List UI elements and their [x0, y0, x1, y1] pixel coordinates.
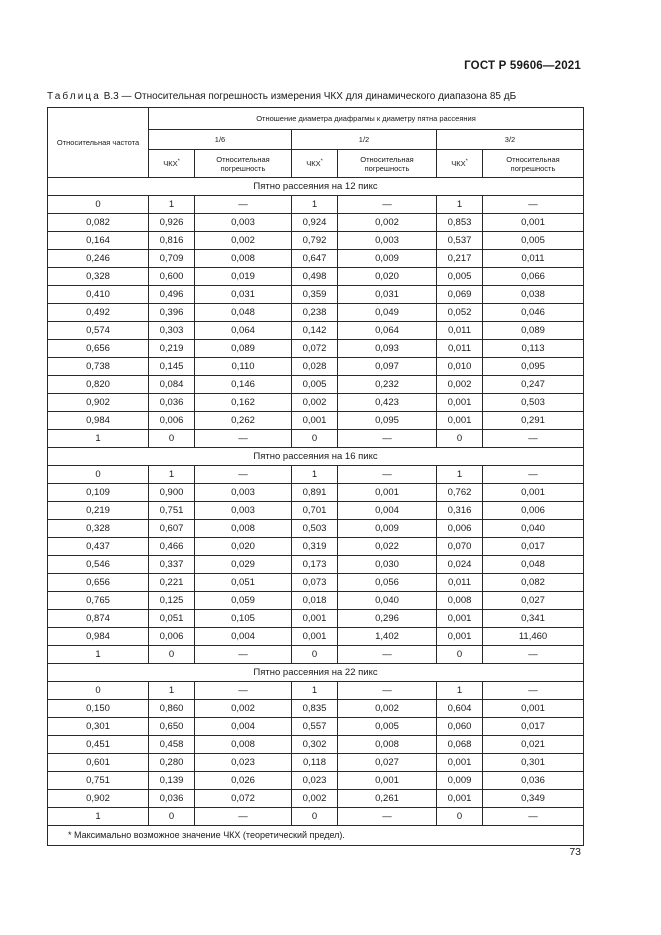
- table-cell: 0,262: [195, 412, 292, 430]
- table-cell: 0,003: [338, 232, 437, 250]
- table-cell: 0,820: [48, 376, 149, 394]
- table-cell: 1: [437, 196, 483, 214]
- table-cell: 1: [149, 196, 195, 214]
- table-cell: 0,073: [292, 574, 338, 592]
- table-row: [48, 304, 584, 322]
- table-cell: 0,089: [195, 340, 292, 358]
- table-cell: 0,004: [195, 718, 292, 736]
- table-cell: 0,902: [48, 790, 149, 808]
- page-number: 73: [569, 846, 581, 858]
- table-cell: 0,004: [195, 628, 292, 646]
- table-cell: 0,001: [437, 790, 483, 808]
- ratio-1-2: 1/2: [292, 130, 437, 150]
- table-cell: 0: [437, 808, 483, 826]
- standard-number: ГОСТ Р 59606—2021: [464, 60, 581, 72]
- table-cell: —: [483, 808, 584, 826]
- table-caption: [47, 91, 516, 102]
- section-row: [48, 448, 584, 466]
- table-row: [48, 754, 584, 772]
- table-cell: 0,396: [149, 304, 195, 322]
- table-cell: 0,020: [338, 268, 437, 286]
- table-cell: 0,003: [195, 214, 292, 232]
- table-cell: 0: [48, 682, 149, 700]
- table-cell: 1: [292, 466, 338, 484]
- table-cell: 1: [48, 808, 149, 826]
- table-cell: 0,001: [437, 412, 483, 430]
- table-row: [48, 340, 584, 358]
- table-cell: 0,069: [437, 286, 483, 304]
- table-cell: 0,701: [292, 502, 338, 520]
- table-cell: 0,059: [195, 592, 292, 610]
- table-cell: —: [338, 196, 437, 214]
- table-cell: 0,008: [195, 736, 292, 754]
- table-cell: 0,498: [292, 268, 338, 286]
- table-row: [48, 736, 584, 754]
- table-cell: 0,001: [437, 754, 483, 772]
- table-cell: 0,068: [437, 736, 483, 754]
- table-cell: 0,020: [195, 538, 292, 556]
- table-cell: 0,097: [338, 358, 437, 376]
- table-row: [48, 466, 584, 484]
- table-cell: 0,113: [483, 340, 584, 358]
- table-cell: 0,005: [437, 268, 483, 286]
- table-cell: 0,017: [483, 718, 584, 736]
- table-cell: —: [195, 196, 292, 214]
- table-cell: 0,049: [338, 304, 437, 322]
- table-cell: 0,028: [292, 358, 338, 376]
- table-cell: —: [483, 430, 584, 448]
- table-cell: 0,496: [149, 286, 195, 304]
- table-cell: 0,762: [437, 484, 483, 502]
- table-cell: 1: [149, 466, 195, 484]
- table-cell: 0,423: [338, 394, 437, 412]
- table-cell: 0,328: [48, 520, 149, 538]
- table-cell: 0,036: [149, 394, 195, 412]
- table-cell: 0,984: [48, 628, 149, 646]
- table-cell: 0,008: [437, 592, 483, 610]
- table-cell: 0: [437, 646, 483, 664]
- table-cell: 0,319: [292, 538, 338, 556]
- table-cell: 0,109: [48, 484, 149, 502]
- table-cell: 0,008: [338, 736, 437, 754]
- table-cell: 0,001: [437, 628, 483, 646]
- table-cell: 0,051: [149, 610, 195, 628]
- table-row: [48, 628, 584, 646]
- ratio-1-6: 1/6: [149, 130, 292, 150]
- table-cell: 0: [149, 808, 195, 826]
- table-cell: 0,010: [437, 358, 483, 376]
- table-cell: 1: [292, 682, 338, 700]
- section-row: [48, 664, 584, 682]
- table-cell: 0,546: [48, 556, 149, 574]
- table-cell: 0,001: [483, 214, 584, 232]
- table-cell: —: [338, 466, 437, 484]
- table-cell: 0,031: [195, 286, 292, 304]
- table-cell: 0,005: [338, 718, 437, 736]
- table-cell: 0,005: [292, 376, 338, 394]
- table-cell: 0,150: [48, 700, 149, 718]
- table-cell: 0,146: [195, 376, 292, 394]
- table-cell: 0,301: [483, 754, 584, 772]
- table-cell: 0,009: [338, 250, 437, 268]
- table-row: [48, 646, 584, 664]
- table-cell: 0,095: [483, 358, 584, 376]
- table-cell: 0,341: [483, 610, 584, 628]
- table-cell: 0,751: [149, 502, 195, 520]
- table-cell: 0,001: [292, 412, 338, 430]
- table-cell: 0,503: [483, 394, 584, 412]
- table-cell: 0,003: [195, 502, 292, 520]
- table-cell: 0,036: [149, 790, 195, 808]
- table-cell: 0,038: [483, 286, 584, 304]
- col-header-error: Относительная погрешность: [483, 150, 584, 178]
- table-cell: 0,173: [292, 556, 338, 574]
- table-cell: 0,001: [437, 394, 483, 412]
- table-cell: 0,004: [338, 502, 437, 520]
- table-cell: 0,221: [149, 574, 195, 592]
- table-cell: —: [483, 646, 584, 664]
- table-cell: 0,738: [48, 358, 149, 376]
- table-cell: 0,984: [48, 412, 149, 430]
- table-cell: 0,002: [292, 790, 338, 808]
- table-cell: 0,650: [149, 718, 195, 736]
- table-cell: 0,011: [437, 574, 483, 592]
- table-cell: 0,002: [338, 214, 437, 232]
- table-cell: 0,303: [149, 322, 195, 340]
- table-cell: 1: [437, 466, 483, 484]
- table-cell: 0: [292, 646, 338, 664]
- table-cell: 0,139: [149, 772, 195, 790]
- table-cell: 0,051: [195, 574, 292, 592]
- table-cell: 0,006: [437, 520, 483, 538]
- data-table: [47, 107, 584, 846]
- table-row: [48, 484, 584, 502]
- table-cell: 0,030: [338, 556, 437, 574]
- table-row: [48, 610, 584, 628]
- table-cell: 0,900: [149, 484, 195, 502]
- table-cell: 0,337: [149, 556, 195, 574]
- table-cell: 0,002: [195, 232, 292, 250]
- table-cell: 0,709: [149, 250, 195, 268]
- col-header-rel-freq: Относительная частота: [48, 108, 149, 178]
- table-cell: 0,024: [437, 556, 483, 574]
- table-cell: 0,105: [195, 610, 292, 628]
- table-cell: 0,005: [483, 232, 584, 250]
- table-row: [48, 286, 584, 304]
- table-cell: 0: [437, 430, 483, 448]
- footnote: * Максимально возможное значение ЧКХ (теоретический предел).: [48, 826, 584, 846]
- table-cell: 0,600: [149, 268, 195, 286]
- table-cell: 0,040: [338, 592, 437, 610]
- table-cell: 0,874: [48, 610, 149, 628]
- table-cell: 0,217: [437, 250, 483, 268]
- table-row: [48, 196, 584, 214]
- table-cell: 0,604: [437, 700, 483, 718]
- table-row: [48, 520, 584, 538]
- table-cell: 0,072: [195, 790, 292, 808]
- table-cell: 0: [149, 646, 195, 664]
- table-cell: —: [195, 430, 292, 448]
- header-row: [48, 108, 584, 130]
- table-cell: 0,301: [48, 718, 149, 736]
- table-row: [48, 682, 584, 700]
- table-row: [48, 232, 584, 250]
- table-cell: 0,816: [149, 232, 195, 250]
- table-cell: —: [483, 196, 584, 214]
- table-cell: 0,261: [338, 790, 437, 808]
- table-cell: —: [338, 430, 437, 448]
- table-cell: 0,001: [292, 610, 338, 628]
- table-row: [48, 592, 584, 610]
- table-cell: 0,056: [338, 574, 437, 592]
- table-cell: 0,557: [292, 718, 338, 736]
- table-cell: 0,027: [338, 754, 437, 772]
- col-header-error: Относительная погрешность: [195, 150, 292, 178]
- table-cell: 0,027: [483, 592, 584, 610]
- table-cell: 0,142: [292, 322, 338, 340]
- table-cell: 0,656: [48, 340, 149, 358]
- table-cell: 0,040: [483, 520, 584, 538]
- table-cell: 0,017: [483, 538, 584, 556]
- table-cell: 0,765: [48, 592, 149, 610]
- table-cell: 0,064: [338, 322, 437, 340]
- table-cell: 1,402: [338, 628, 437, 646]
- table-cell: 1: [437, 682, 483, 700]
- table-cell: 0,002: [437, 376, 483, 394]
- table-cell: 0: [292, 808, 338, 826]
- table-row: [48, 394, 584, 412]
- table-cell: 0,006: [149, 628, 195, 646]
- table-cell: 0,022: [338, 538, 437, 556]
- table-cell: 0,082: [483, 574, 584, 592]
- table-cell: 0,048: [195, 304, 292, 322]
- col-header-error: Относительная погрешность: [338, 150, 437, 178]
- table-body: [48, 108, 584, 846]
- table-row: [48, 214, 584, 232]
- table-row: [48, 358, 584, 376]
- col-header-chkh: ЧКХ*: [437, 150, 483, 178]
- table-cell: 0,070: [437, 538, 483, 556]
- table-cell: 0,001: [292, 628, 338, 646]
- table-cell: —: [338, 682, 437, 700]
- table-cell: —: [338, 808, 437, 826]
- table-row: [48, 430, 584, 448]
- table-cell: 0,349: [483, 790, 584, 808]
- table-cell: 0,018: [292, 592, 338, 610]
- table-cell: 0,751: [48, 772, 149, 790]
- table-cell: 0,021: [483, 736, 584, 754]
- table-cell: 0,029: [195, 556, 292, 574]
- table-cell: 0,219: [48, 502, 149, 520]
- table-cell: 0,011: [437, 322, 483, 340]
- table-cell: 0,009: [437, 772, 483, 790]
- table-cell: 0,537: [437, 232, 483, 250]
- table-row: [48, 556, 584, 574]
- table-cell: 0,125: [149, 592, 195, 610]
- table-caption-label: Таблица: [47, 91, 101, 102]
- table-row: [48, 268, 584, 286]
- table-cell: 0,853: [437, 214, 483, 232]
- table-cell: 0,902: [48, 394, 149, 412]
- table-cell: 0,164: [48, 232, 149, 250]
- table-cell: —: [338, 646, 437, 664]
- table-cell: 0,656: [48, 574, 149, 592]
- table-cell: —: [195, 682, 292, 700]
- table-cell: 0,601: [48, 754, 149, 772]
- table-row: [48, 376, 584, 394]
- table-cell: —: [195, 808, 292, 826]
- table-caption-text: В.3 — Относительная погрешность измерения ЧКХ для динамического диапазона 85 дБ: [103, 91, 517, 102]
- table-cell: 0,503: [292, 520, 338, 538]
- table-cell: 0,002: [338, 700, 437, 718]
- table-cell: 0,647: [292, 250, 338, 268]
- table-cell: 0: [48, 466, 149, 484]
- table-cell: 0,110: [195, 358, 292, 376]
- table-cell: 0: [292, 430, 338, 448]
- table-cell: 0,019: [195, 268, 292, 286]
- table-cell: —: [483, 466, 584, 484]
- table-cell: —: [195, 466, 292, 484]
- table-cell: 1: [48, 430, 149, 448]
- table-row: [48, 250, 584, 268]
- table-cell: 0,001: [483, 484, 584, 502]
- table-cell: 0,359: [292, 286, 338, 304]
- ratio-3-2: 3/2: [437, 130, 584, 150]
- table-cell: 0,095: [338, 412, 437, 430]
- table-cell: —: [195, 646, 292, 664]
- table-row: [48, 322, 584, 340]
- table-cell: 0,011: [483, 250, 584, 268]
- table-cell: 0,328: [48, 268, 149, 286]
- table-cell: 0,066: [483, 268, 584, 286]
- table-cell: 0,026: [195, 772, 292, 790]
- table-cell: 0,466: [149, 538, 195, 556]
- table-row: [48, 538, 584, 556]
- table-cell: 0,458: [149, 736, 195, 754]
- footnote-row: [48, 826, 584, 846]
- table-row: [48, 808, 584, 826]
- table-cell: 0,048: [483, 556, 584, 574]
- table-cell: 0,036: [483, 772, 584, 790]
- section-title: Пятно рассеяния на 22 пикс: [48, 664, 584, 682]
- table-cell: 0: [48, 196, 149, 214]
- table-cell: 0,052: [437, 304, 483, 322]
- table-cell: 0,023: [195, 754, 292, 772]
- table-cell: 0,084: [149, 376, 195, 394]
- table-cell: 0,008: [195, 250, 292, 268]
- table-cell: 0,410: [48, 286, 149, 304]
- table-cell: 0,924: [292, 214, 338, 232]
- table-cell: 0,860: [149, 700, 195, 718]
- table-cell: 0,031: [338, 286, 437, 304]
- table-cell: 0,046: [483, 304, 584, 322]
- table-cell: 0,001: [437, 610, 483, 628]
- table-cell: 0,082: [48, 214, 149, 232]
- section-title: Пятно рассеяния на 12 пикс: [48, 178, 584, 196]
- table-cell: 0,451: [48, 736, 149, 754]
- table-cell: 0,009: [338, 520, 437, 538]
- table-cell: 0,023: [292, 772, 338, 790]
- table-cell: 0,607: [149, 520, 195, 538]
- section-title: Пятно рассеяния на 16 пикс: [48, 448, 584, 466]
- table-cell: 0,280: [149, 754, 195, 772]
- table-row: [48, 772, 584, 790]
- table-cell: 1: [48, 646, 149, 664]
- col-header-chkh: ЧКХ*: [292, 150, 338, 178]
- table-cell: 0,302: [292, 736, 338, 754]
- table-cell: 0,145: [149, 358, 195, 376]
- table-cell: 0,238: [292, 304, 338, 322]
- table-cell: 1: [149, 682, 195, 700]
- table-cell: 0,002: [195, 700, 292, 718]
- table-cell: 0,296: [338, 610, 437, 628]
- table-cell: 0,926: [149, 214, 195, 232]
- table-row: [48, 502, 584, 520]
- table-cell: 0,001: [338, 772, 437, 790]
- table-cell: 0,219: [149, 340, 195, 358]
- table-cell: 1: [292, 196, 338, 214]
- table-row: [48, 574, 584, 592]
- table-cell: 0,089: [483, 322, 584, 340]
- section-row: [48, 178, 584, 196]
- table-cell: 0,437: [48, 538, 149, 556]
- table-cell: 0,072: [292, 340, 338, 358]
- table-cell: 0,064: [195, 322, 292, 340]
- table-cell: 0,835: [292, 700, 338, 718]
- table-cell: 0,162: [195, 394, 292, 412]
- table-cell: 0,001: [483, 700, 584, 718]
- table-cell: 0,247: [483, 376, 584, 394]
- table-cell: 0,006: [149, 412, 195, 430]
- table-cell: 0,492: [48, 304, 149, 322]
- col-header-chkh: ЧКХ*: [149, 150, 195, 178]
- table-cell: 11,460: [483, 628, 584, 646]
- table-cell: 0,316: [437, 502, 483, 520]
- table-cell: 0,891: [292, 484, 338, 502]
- table-cell: 0,011: [437, 340, 483, 358]
- table-cell: 0,118: [292, 754, 338, 772]
- table-cell: 0: [149, 430, 195, 448]
- table-cell: 0,093: [338, 340, 437, 358]
- table-cell: 0,574: [48, 322, 149, 340]
- table-cell: 0,008: [195, 520, 292, 538]
- table-cell: —: [483, 682, 584, 700]
- table-row: [48, 718, 584, 736]
- table-row: [48, 700, 584, 718]
- table-cell: 0,003: [195, 484, 292, 502]
- table-row: [48, 412, 584, 430]
- table-row: [48, 790, 584, 808]
- table-cell: 0,792: [292, 232, 338, 250]
- ratio-header: Отношение диаметра диафрагмы к диаметру пятна рассеяния: [149, 108, 584, 130]
- table-cell: 0,232: [338, 376, 437, 394]
- table-cell: 0,002: [292, 394, 338, 412]
- table-cell: 0,001: [338, 484, 437, 502]
- table-cell: 0,246: [48, 250, 149, 268]
- table-cell: 0,291: [483, 412, 584, 430]
- table-cell: 0,060: [437, 718, 483, 736]
- table-cell: 0,006: [483, 502, 584, 520]
